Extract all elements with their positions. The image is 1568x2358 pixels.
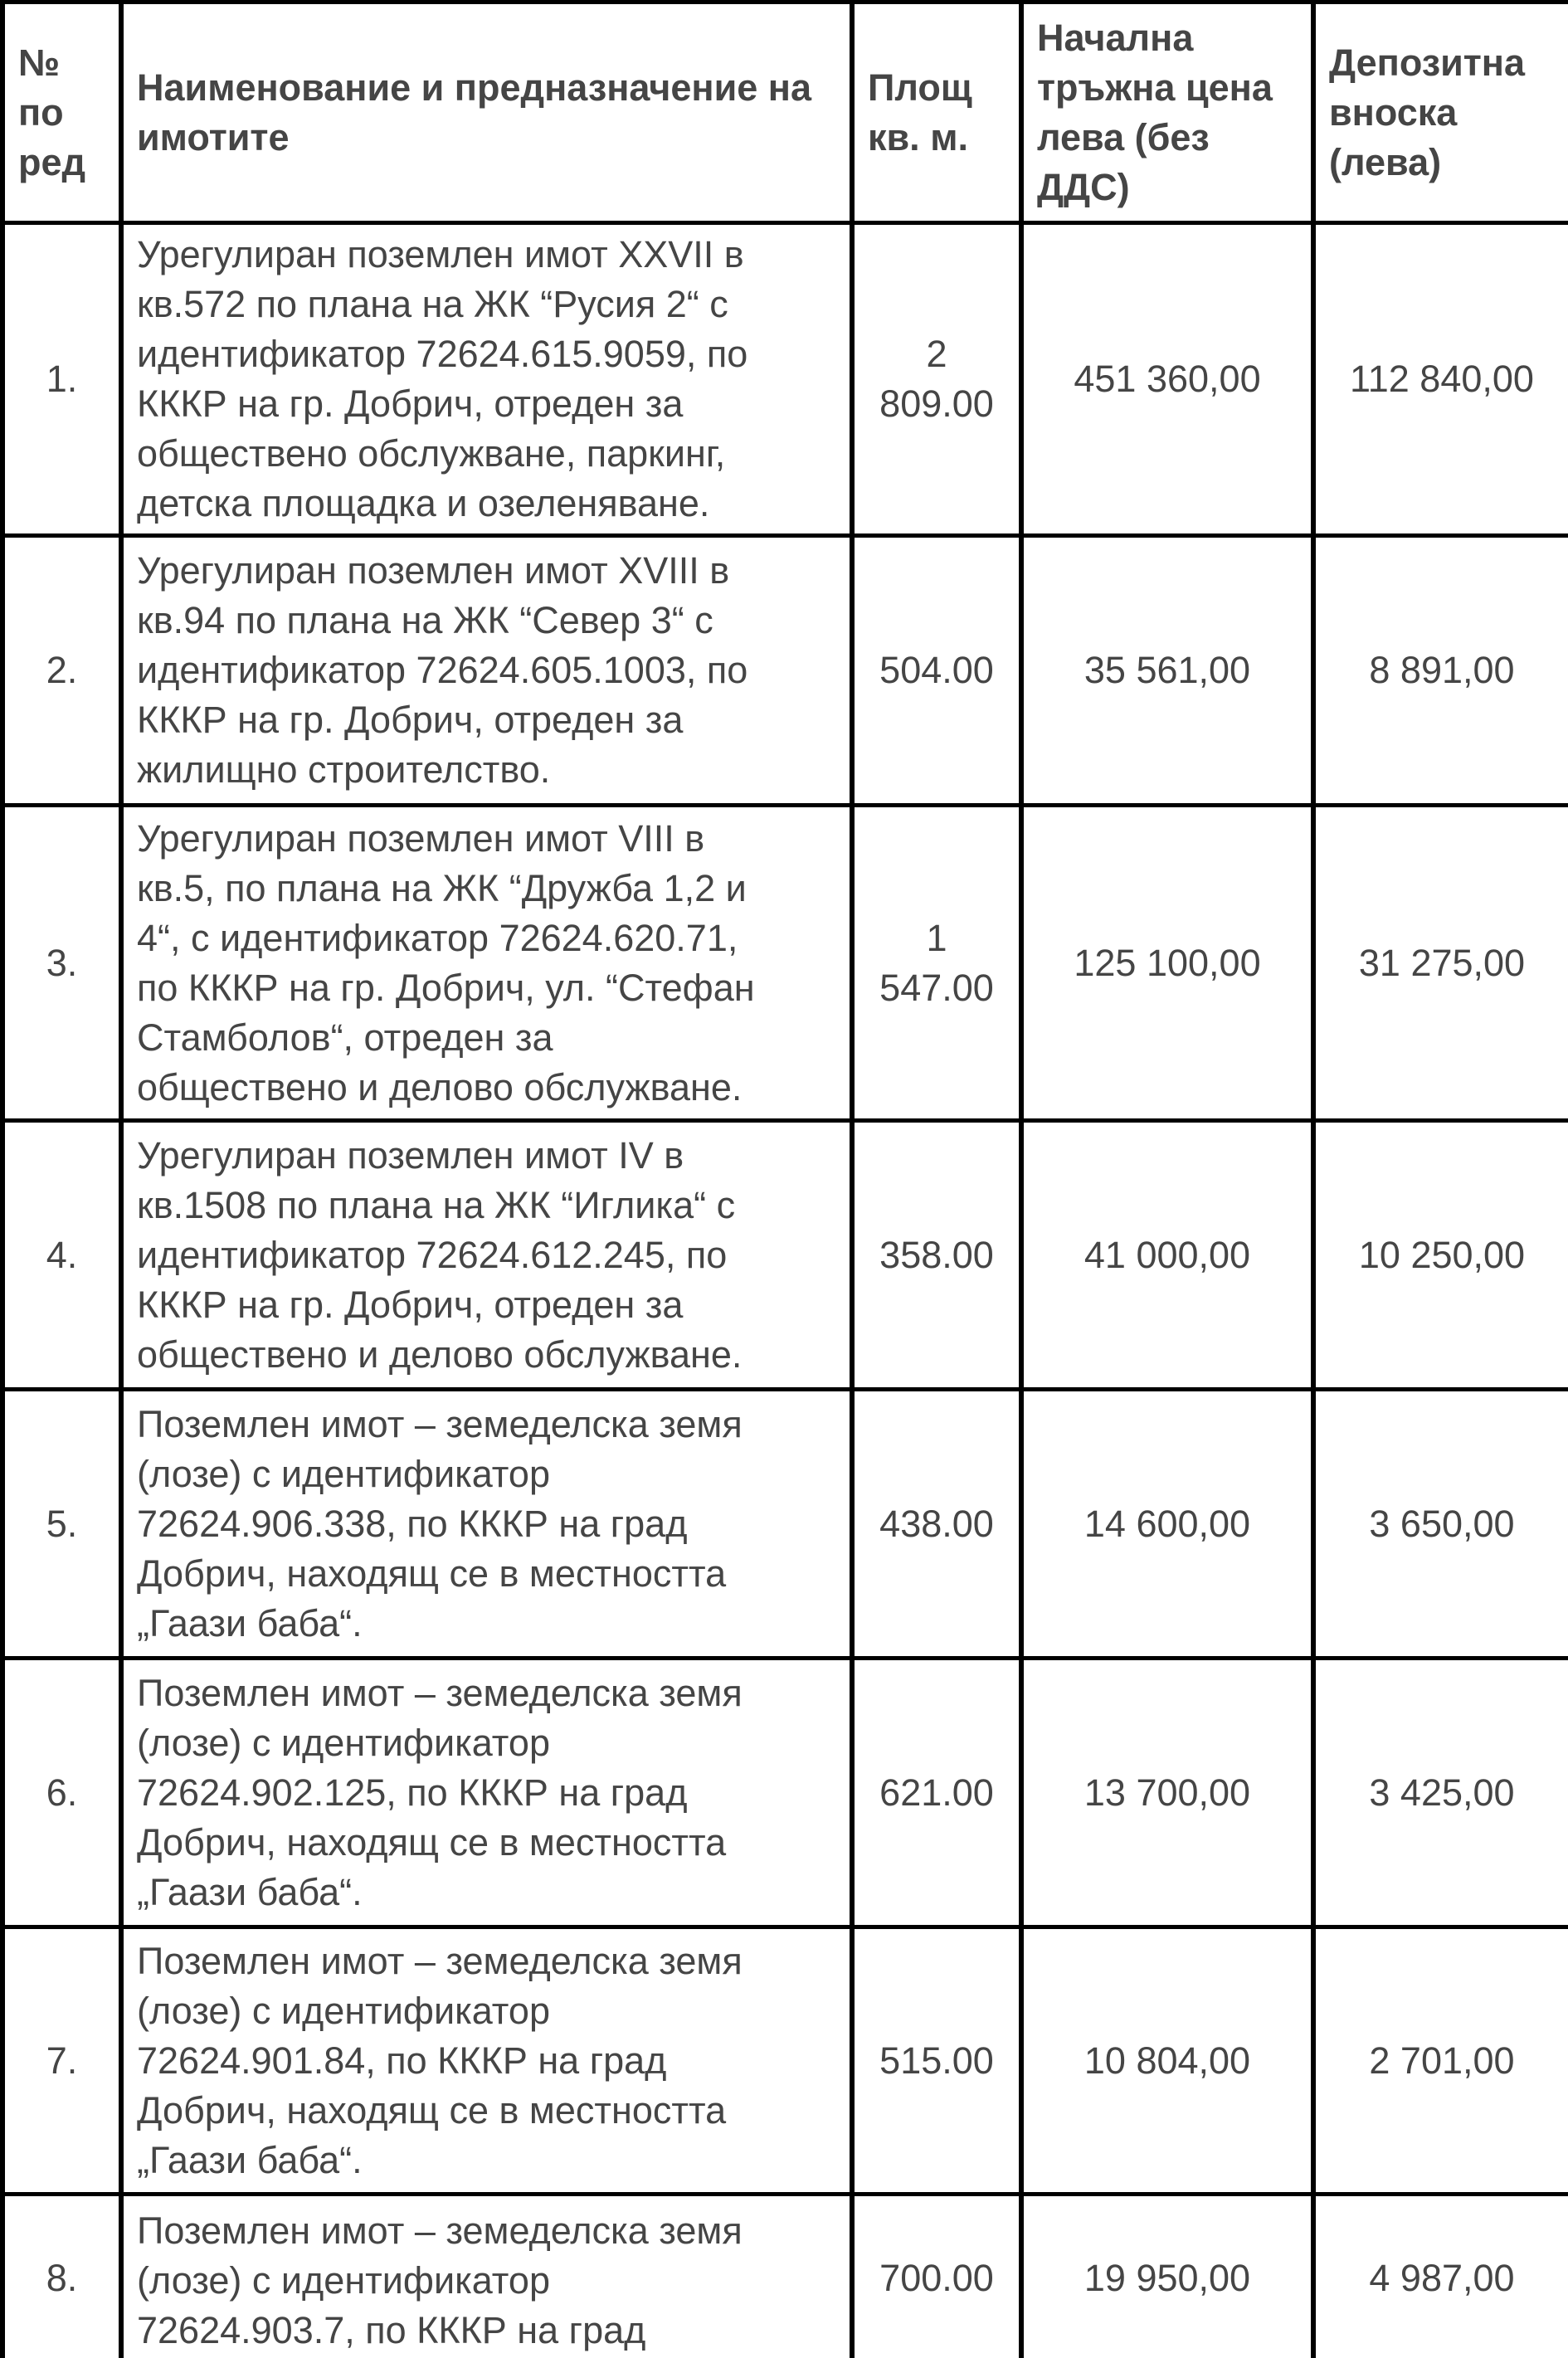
property-description-cell: Поземлен имот – земеделска земя (лозе) с идентификатор 72624.903.7, по КККР на град	[121, 2195, 852, 2358]
header-cell-deposit: Депозитна вноска (лева)	[1313, 2, 1568, 223]
area-cell: 621.00	[852, 1659, 1021, 1927]
table-row	[2, 1390, 1568, 1659]
row-number-cell: 1.	[2, 223, 121, 536]
header-cell-number: № по ред	[2, 2, 121, 223]
starting-price-cell: 14 600,00	[1021, 1390, 1313, 1659]
header-cell-price: Начална тръжна цена лева (без ДДС)	[1021, 2, 1313, 223]
table-row	[2, 1121, 1568, 1390]
table-row	[2, 1927, 1568, 2195]
deposit-cell: 2 701,00	[1313, 1927, 1568, 2195]
row-number-cell: 7.	[2, 1927, 121, 2195]
row-number-cell: 8.	[2, 2195, 121, 2358]
row-number-cell: 6.	[2, 1659, 121, 1927]
property-description-cell: Урегулиран поземлен имот XVIII в кв.94 по плана на ЖК “Север 3“ с идентификатор 72624.605.1003, по КККР на гр. Добрич, отреден за жилищно строителство.	[121, 536, 852, 806]
deposit-cell: 31 275,00	[1313, 806, 1568, 1121]
area-cell: 1 547.00	[852, 806, 1021, 1121]
table-row	[2, 1659, 1568, 1927]
property-description-cell: Урегулиран поземлен имот IV в кв.1508 по плана на ЖК “Иглика“ с идентификатор 72624.612.245, по КККР на гр. Добрич, отреден за обществено и делово обслужване.	[121, 1121, 852, 1390]
starting-price-cell: 13 700,00	[1021, 1659, 1313, 1927]
header-row	[2, 2, 1568, 223]
deposit-cell: 112 840,00	[1313, 223, 1568, 536]
property-description-cell: Урегулиран поземлен имот XXVII в кв.572 по плана на ЖК “Русия 2“ с идентификатор 72624.615.9059, по КККР на гр. Добрич, отреден за обществено обслужване, паркинг, детска площадка и озеленяване.	[121, 223, 852, 536]
deposit-cell: 4 987,00	[1313, 2195, 1568, 2358]
area-cell: 358.00	[852, 1121, 1021, 1390]
table-row	[2, 806, 1568, 1121]
starting-price-cell: 41 000,00	[1021, 1121, 1313, 1390]
property-description-cell: Поземлен имот – земеделска земя (лозе) с идентификатор 72624.901.84, по КККР на град Добрич, находящ се в местността „Гаази баба“.	[121, 1927, 852, 2195]
starting-price-cell: 19 950,00	[1021, 2195, 1313, 2358]
area-cell: 438.00	[852, 1390, 1021, 1659]
property-description-cell: Урегулиран поземлен имот VIII в кв.5, по плана на ЖК “Дружба 1,2 и 4“, с идентификатор 72624.620.71, по КККР на гр. Добрич, ул. “Стефан Стамболов“, отреден за обществено и делово обслужване.	[121, 806, 852, 1121]
area-cell: 700.00	[852, 2195, 1021, 2358]
area-cell: 2 809.00	[852, 223, 1021, 536]
row-number-cell: 4.	[2, 1121, 121, 1390]
row-number-cell: 5.	[2, 1390, 121, 1659]
header-cell-name: Наименование и предназначение на имотите	[121, 2, 852, 223]
property-description-cell: Поземлен имот – земеделска земя (лозе) с идентификатор 72624.902.125, по КККР на град Добрич, находящ се в местността „Гаази баба“.	[121, 1659, 852, 1927]
row-number-cell: 2.	[2, 536, 121, 806]
deposit-cell: 3 425,00	[1313, 1659, 1568, 1927]
area-cell: 515.00	[852, 1927, 1021, 2195]
property-description-cell: Поземлен имот – земеделска земя (лозе) с идентификатор 72624.906.338, по КККР на град Добрич, находящ се в местността „Гаази баба“.	[121, 1390, 852, 1659]
row-number-cell: 3.	[2, 806, 121, 1121]
area-cell: 504.00	[852, 536, 1021, 806]
starting-price-cell: 10 804,00	[1021, 1927, 1313, 2195]
starting-price-cell: 451 360,00	[1021, 223, 1313, 536]
deposit-cell: 10 250,00	[1313, 1121, 1568, 1390]
deposit-cell: 8 891,00	[1313, 536, 1568, 806]
deposit-cell: 3 650,00	[1313, 1390, 1568, 1659]
starting-price-cell: 125 100,00	[1021, 806, 1313, 1121]
table-row	[2, 2195, 1568, 2358]
table-row	[2, 536, 1568, 806]
header-cell-area: Площ кв. м.	[852, 2, 1021, 223]
starting-price-cell: 35 561,00	[1021, 536, 1313, 806]
table-row	[2, 223, 1568, 536]
